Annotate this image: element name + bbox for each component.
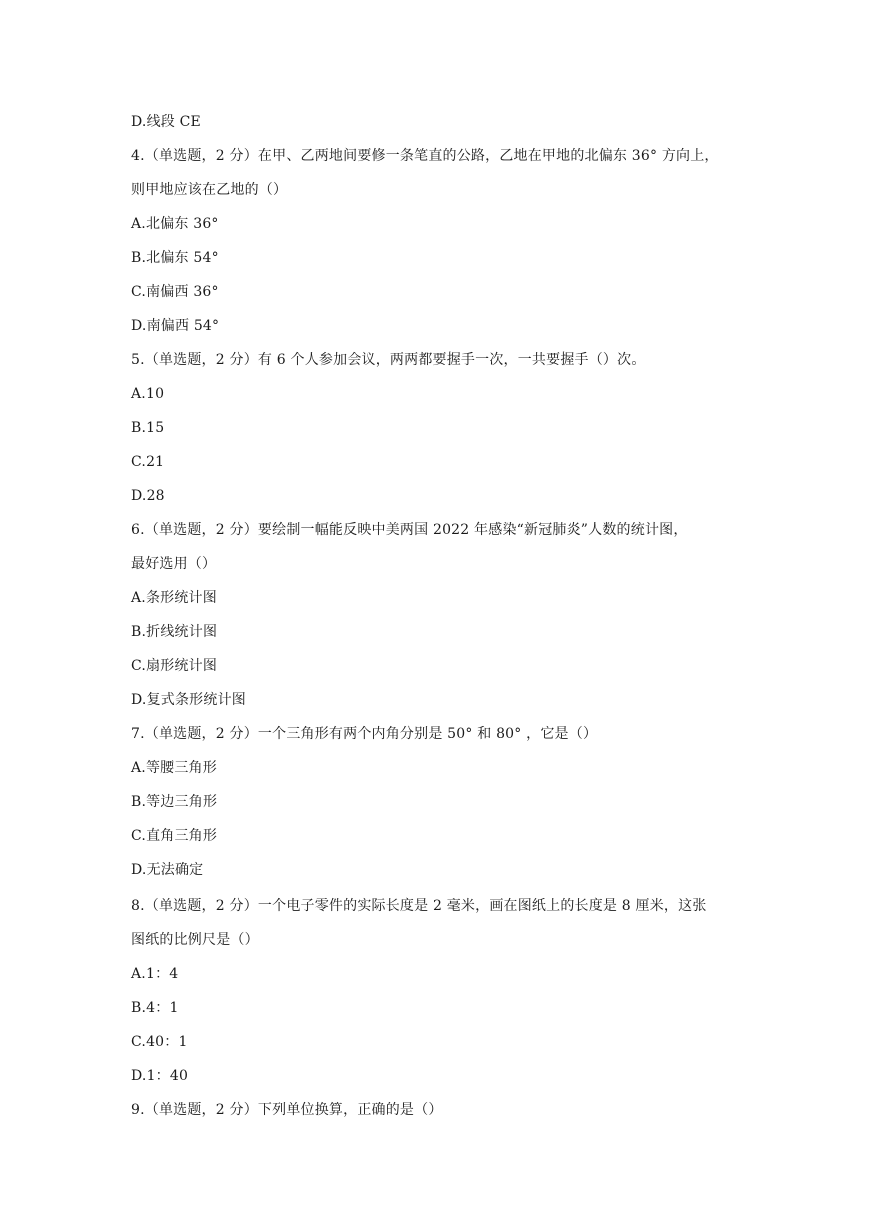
question-4-stem-line-1: 4.（单选题，2 分）在甲、乙两地间要修一条笔直的公路，乙地在甲地的北偏东 36° 方向上，	[131, 148, 719, 164]
option-5b: B.15	[131, 420, 165, 436]
option-8b: B.4：1	[131, 1000, 179, 1016]
option-4a: A.北偏东 36°	[131, 216, 219, 232]
option-4c: C.南偏西 36°	[131, 284, 219, 300]
option-7d: D.无法确定	[131, 862, 204, 878]
option-5c: C.21	[131, 454, 165, 470]
option-5a: A.10	[131, 386, 165, 402]
option-6a: A.条形统计图	[131, 590, 217, 606]
option-6b: B.折线统计图	[131, 624, 218, 640]
question-8-stem-line-2: 图纸的比例尺是（）	[131, 932, 259, 948]
option-6d: D.复式条形统计图	[131, 692, 246, 708]
question-4-stem-line-2: 则甲地应该在乙地的（）	[131, 182, 288, 198]
option-8c: C.40：1	[131, 1034, 188, 1050]
option-5d: D.28	[131, 488, 165, 504]
question-9-stem: 9.（单选题，2 分）下列单位换算，正确的是（）	[131, 1102, 443, 1118]
option-6c: C.扇形统计图	[131, 658, 218, 674]
option-4b: B.北偏东 54°	[131, 250, 219, 266]
question-6-stem-line-1: 6.（单选题，2 分）要绘制一幅能反映中美两国 2022 年感染“新冠肺炎”人数的统计图，	[131, 522, 688, 538]
option-7c: C.直角三角形	[131, 828, 218, 844]
question-8-stem-line-1: 8.（单选题，2 分）一个电子零件的实际长度是 2 毫米，画在图纸上的长度是 8 厘米，这张	[131, 898, 707, 914]
option-4d: D.南偏西 54°	[131, 318, 220, 334]
option-8d: D.1：40	[131, 1068, 189, 1084]
question-5-stem: 5.（单选题，2 分）有 6 个人参加会议，两两都要握手一次，一共要握手（）次。	[131, 352, 646, 368]
option-7a: A.等腰三角形	[131, 760, 217, 776]
option-8a: A.1：4	[131, 966, 179, 982]
option-3d: D.线段 CE	[131, 114, 201, 130]
option-7b: B.等边三角形	[131, 794, 218, 810]
question-7-stem: 7.（单选题，2 分）一个三角形有两个内角分别是 50° 和 80° ，它是（）	[131, 726, 598, 742]
question-6-stem-line-2: 最好选用（）	[131, 556, 217, 572]
